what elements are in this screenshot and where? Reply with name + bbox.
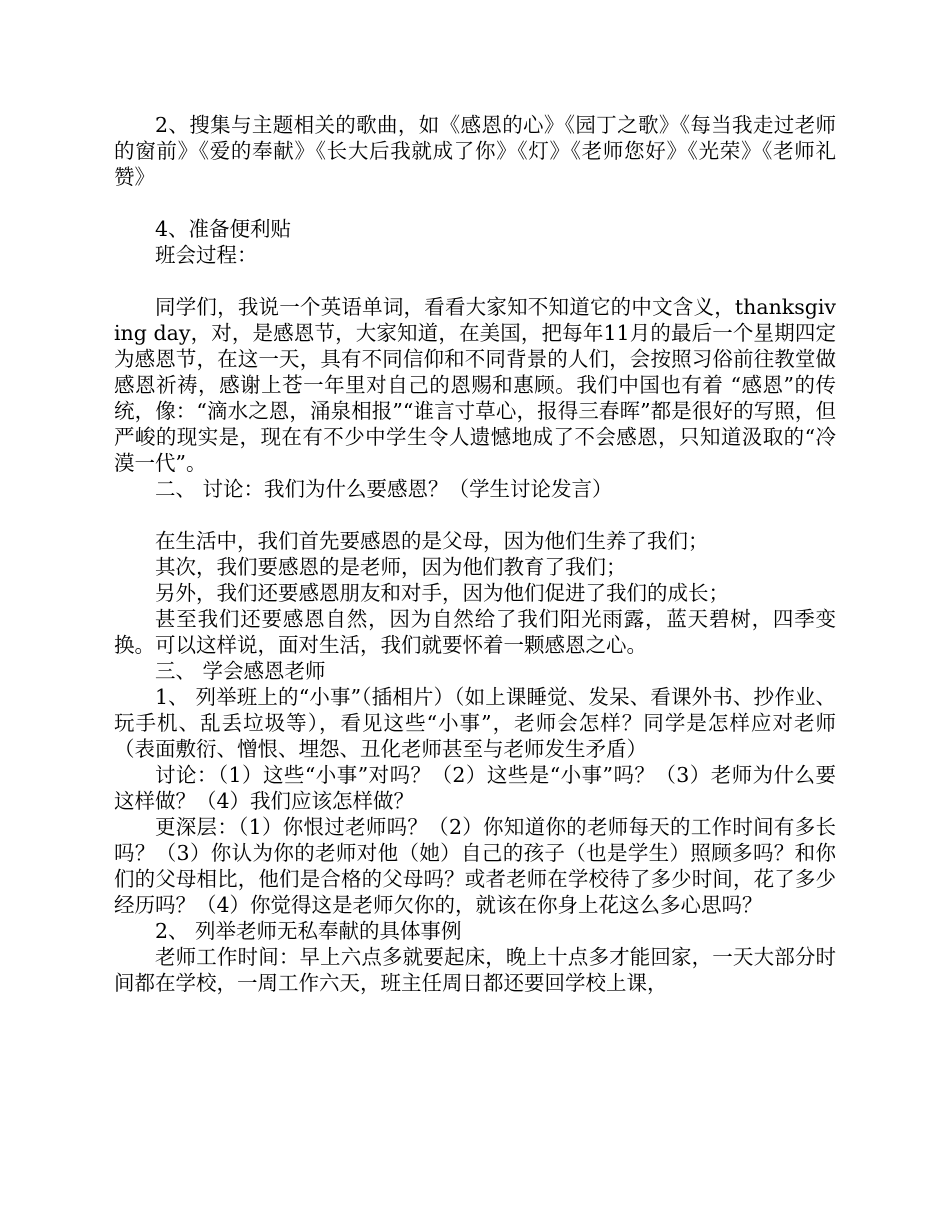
paragraph-friends: 另外，我们还要感恩朋友和对手，因为他们促进了我们的成长； bbox=[155, 581, 729, 605]
blank-line bbox=[114, 190, 836, 216]
paragraph-section-two-heading: 二、 讨论：我们为什么要感恩？（学生讨论发言） bbox=[155, 477, 613, 501]
paragraph-teacher-dedication-heading: 2、 列举老师无私奉献的具体事例 bbox=[155, 919, 462, 943]
paragraph-deeper-questions: 更深层：（1）你恨过老师吗？（2）你知道你的老师每天的工作时间有多长吗？（3）你认为你的老师对他（她）自己的孩子（也是学生）照顾多吗？和你们的父母相比，他们是合格的父母吗？或者老师在学校待了多少时间，花了多少经历吗？（4）你觉得这是老师欠你的，就该在你身上花这么多心思吗？ bbox=[114, 815, 836, 917]
paragraph-nature: 甚至我们还要感恩自然，因为自然给了我们阳光雨露，蓝天碧树，四季变换。可以这样说，面对生活，我们就要怀着一颗感恩之心。 bbox=[114, 607, 836, 657]
blank-line bbox=[114, 502, 836, 528]
paragraph-parents: 在生活中，我们首先要感恩的是父母，因为他们生养了我们； bbox=[155, 529, 709, 553]
paragraph-small-things: 1、 列举班上的“小事”（插相片）（如上课睡觉、发呆、看课外书、抄作业、玩手机、乱丢垃圾等），看见这些“小事”，老师会怎样？同学是怎样应对老师（表面敷衍、憎恨、埋怨、丑化老师甚至与老师发生矛盾） bbox=[114, 685, 836, 761]
paragraph-songs: 2、搜集与主题相关的歌曲，如《感恩的心》《园丁之歌》《每当我走过老师的窗前》《爱的奉献》《长大后我就成了你》《灯》《老师您好》《光荣》《老师礼赞》 bbox=[114, 113, 836, 189]
paragraph-sticky-notes: 4、准备便利贴 bbox=[155, 217, 292, 241]
paragraph-teachers: 其次，我们要感恩的是老师，因为他们教育了我们； bbox=[155, 555, 627, 579]
paragraph-thanksgiving-intro: 同学们，我说一个英语单词，看看大家知不知道它的中文含义，thanksgiving day，对，是感恩节，大家知道，在美国，把每年11月的最后一个星期四定为感恩节，在这一天，具有不同信仰和不同背景的人们，会按照习俗前往教堂做感恩祈祷，感谢上苍一年里对自己的恩赐和惠顾。我们中国也有着 “感恩”的传统，像：“滴水之恩，涌泉相报”“谁言寸草心，报得三春晖”都是很好的写照，但严峻的现实是，现在有不少中学生令人遗憾地成了不会感恩，只知道汲取的“冷漠一代”。 bbox=[114, 295, 836, 475]
blank-line bbox=[114, 268, 836, 294]
paragraph-meeting-process: 班会过程： bbox=[155, 243, 258, 267]
document-page bbox=[114, 112, 836, 996]
paragraph-section-three-heading: 三、 学会感恩老师 bbox=[155, 659, 326, 683]
paragraph-discussion: 讨论：（1）这些“小事”对吗？（2）这些是“小事”吗？（3）老师为什么要这样做？（4）我们应该怎样做？ bbox=[114, 763, 836, 813]
paragraph-teacher-work-hours: 老师工作时间：早上六点多就要起床，晚上十点多才能回家，一天大部分时间都在学校，一周工作六天，班主任周日都还要回学校上课， bbox=[114, 945, 836, 995]
